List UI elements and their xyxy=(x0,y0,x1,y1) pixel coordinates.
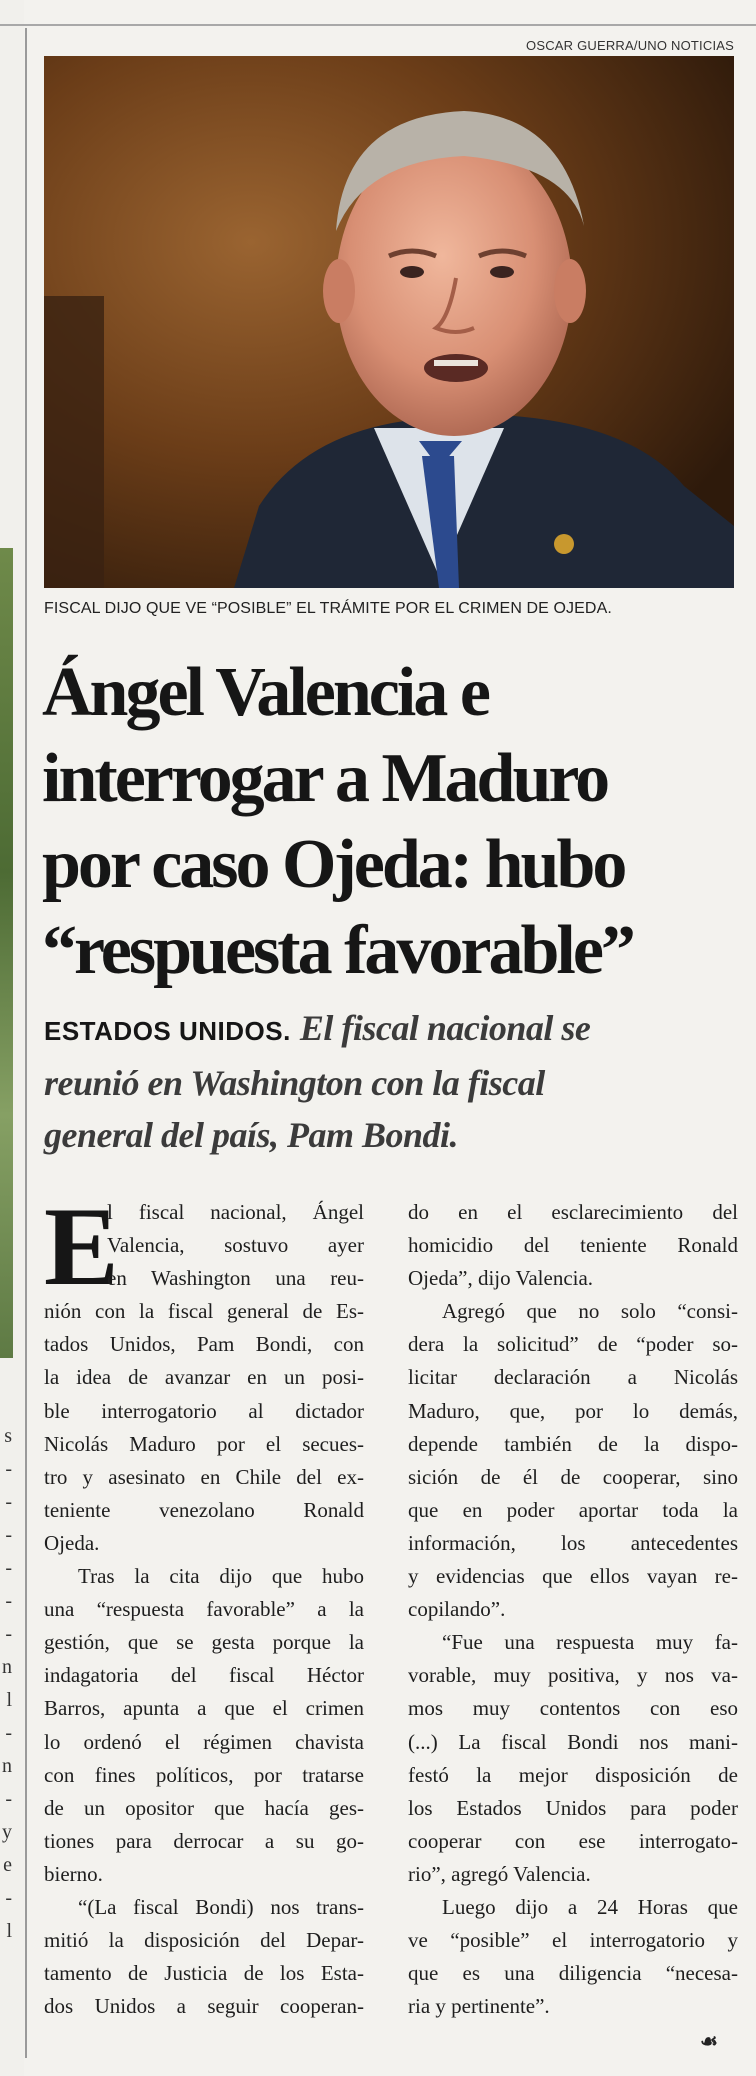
adjacent-page-letter: n xyxy=(2,1755,12,1777)
headline-line: interrogar a Maduro xyxy=(42,740,608,817)
drop-cap: E xyxy=(44,1185,119,1309)
body-line: lo ordenó el régimen chavista xyxy=(44,1729,364,1754)
body-line: Agregó que no solo “consi- xyxy=(442,1299,738,1324)
headline-line: por caso Ojeda: hubo xyxy=(42,826,625,903)
adjacent-page-letter: l xyxy=(6,1689,12,1711)
body-line: una “respuesta favorable” a la xyxy=(44,1597,364,1622)
body-line: Maduro, que, por lo demás, xyxy=(408,1398,738,1423)
deck-line: El fiscal nacional se xyxy=(299,1008,591,1048)
body-line: (...) La fiscal Bondi nos mani- xyxy=(408,1729,738,1754)
body-line: y evidencias que ellos vayan re- xyxy=(408,1564,738,1589)
body-line: ve “posible” el interrogatorio y xyxy=(408,1928,738,1953)
body-line: rio”, agregó Valencia. xyxy=(408,1861,591,1886)
body-line: los Estados Unidos para poder xyxy=(408,1795,738,1820)
body-line: en Washington una reu- xyxy=(107,1266,364,1291)
deck-line: reunió en Washington con la fiscal xyxy=(44,1063,545,1103)
body-line: depende también de la dispo- xyxy=(408,1431,738,1456)
page-top-rule xyxy=(0,24,756,26)
body-line: “Fue una respuesta muy fa- xyxy=(442,1630,738,1655)
body-line: teniente venezolano Ronald xyxy=(44,1497,364,1522)
body-column-right xyxy=(408,1196,738,2023)
photo-caption: FISCAL DIJO QUE VE “POSIBLE” EL TRÁMITE POR EL CRIMEN DE OJEDA. xyxy=(44,600,612,617)
body-line: información, los antecedentes xyxy=(408,1530,738,1555)
body-line: ble interrogatorio al dictador xyxy=(44,1398,364,1423)
body-line: licitar declaración a Nicolás xyxy=(408,1365,738,1390)
adjacent-page-letter: - xyxy=(5,1590,12,1612)
end-mark-icon: ☙ xyxy=(700,2031,718,2053)
body-line: Luego dijo a 24 Horas que xyxy=(442,1894,738,1919)
deck-kicker: ESTADOS UNIDOS. xyxy=(44,1016,291,1046)
adjacent-page-letter: y xyxy=(2,1821,12,1843)
adjacent-page-letter: l xyxy=(6,1920,12,1942)
body-line: la idea de avanzar en un posi- xyxy=(44,1365,364,1390)
adjacent-page-letter: - xyxy=(5,1491,12,1513)
body-line: sición de él de cooperar, sino xyxy=(408,1464,738,1489)
adjacent-page-letter: - xyxy=(5,1887,12,1909)
body-line: copilando”. xyxy=(408,1597,506,1622)
body-line: bierno. xyxy=(44,1861,103,1886)
body-line: tados Unidos, Pam Bondi, con xyxy=(44,1332,364,1357)
adjacent-page-letter: - xyxy=(5,1623,12,1645)
body-line: vorable, muy positiva, y nos va- xyxy=(408,1663,738,1688)
body-line: mos muy contentos con eso xyxy=(408,1696,738,1721)
photo-credit: OSCAR GUERRA/UNO NOTICIAS xyxy=(526,38,734,53)
adjacent-page-letter: - xyxy=(5,1557,12,1579)
adjacent-page-photo-edge xyxy=(0,548,13,1358)
adjacent-page-letter: - xyxy=(5,1524,12,1546)
body-line: homicidio del teniente Ronald xyxy=(408,1233,738,1258)
adjacent-page-letter: - xyxy=(5,1722,12,1744)
deck-line: general del país, Pam Bondi. xyxy=(44,1115,459,1155)
body-line: gestión, que se gesta porque la xyxy=(44,1630,364,1655)
column-rule xyxy=(25,28,27,2058)
headline-line: Ángel Valencia e xyxy=(42,654,488,731)
body-line: festó la mejor disposición de xyxy=(408,1762,738,1787)
body-line: do en el esclarecimiento del xyxy=(408,1200,738,1224)
adjacent-page-letter: - xyxy=(5,1458,12,1480)
body-line: con fines políticos, por tratarse xyxy=(44,1762,364,1787)
body-line: Ojeda”, dijo Valencia. xyxy=(408,1266,594,1291)
adjacent-page-letter: e xyxy=(3,1854,12,1876)
adjacent-page-letter: s xyxy=(4,1425,12,1447)
adjacent-page-text-edge xyxy=(0,1420,12,1948)
news-photo xyxy=(44,56,734,588)
body-line: nión con la fiscal general de Es- xyxy=(44,1299,364,1324)
headline-line: “respuesta favorable” xyxy=(42,912,633,989)
body-line: de un opositor que hacía ges- xyxy=(44,1795,364,1820)
body-line: tro y asesinato en Chile del ex- xyxy=(44,1464,364,1489)
body-line: Nicolás Maduro por el secues- xyxy=(44,1431,364,1456)
headline xyxy=(42,650,742,994)
body-column-left xyxy=(44,1185,364,2023)
body-line: indagatoria del fiscal Héctor xyxy=(44,1663,364,1688)
deck xyxy=(44,1002,734,1161)
adjacent-page-letter: n xyxy=(2,1656,12,1678)
body-line: l fiscal nacional, Ángel xyxy=(107,1200,364,1224)
body-line: que en poder aportar toda la xyxy=(408,1497,738,1522)
body-line: ria y pertinente”. xyxy=(408,1994,550,2019)
body-line: Ojeda. xyxy=(44,1530,100,1555)
body-line: tiones para derrocar a su go- xyxy=(44,1828,364,1853)
body-line: “(La fiscal Bondi) nos trans- xyxy=(78,1894,364,1919)
body-line: tamento de Justicia de los Esta- xyxy=(44,1961,364,1986)
body-line: dos Unidos a seguir cooperan- xyxy=(44,1994,364,2019)
body-line: Tras la cita dijo que hubo xyxy=(78,1564,364,1589)
body-line: dera la solicitud” de “poder so- xyxy=(408,1332,738,1357)
adjacent-page-letter: - xyxy=(5,1788,12,1810)
body-line: que es una diligencia “necesa- xyxy=(408,1961,738,1986)
body-line: cooperar con ese interrogato- xyxy=(408,1828,738,1853)
body-line: mitió la disposición del Depar- xyxy=(44,1928,364,1953)
body-line: Valencia, sostuvo ayer xyxy=(107,1233,364,1258)
body-line: Barros, apunta a que el crimen xyxy=(44,1696,364,1721)
